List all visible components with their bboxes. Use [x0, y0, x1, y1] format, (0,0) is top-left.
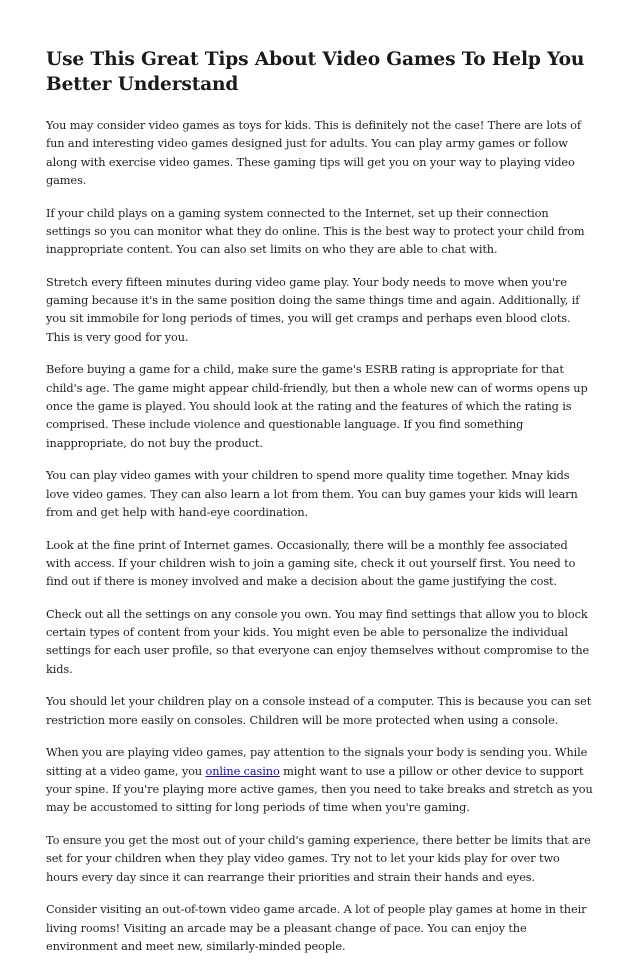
paragraph: If your child plays on a gaming system connected to the Internet, set up their connection settings so you can monitor what they do online. This is the best way to protect your child from inappropriate content. You can also set limits on who they are able to chat with.: [46, 205, 585, 257]
paragraph: Look at the fine print of Internet games. Occasionally, there will be a monthly fee associated with access. If your children wish to join a gaming site, check it out yourself first. You need to find out if there is money involved and make a decision about the game justifying the cost.: [46, 537, 576, 589]
paragraph: Stretch every fifteen minutes during video game play. Your body needs to move when you're gaming because it's in the same position doing the same things time and again. Additionally, if you sit immobile for long periods of times, you will get cramps and perhaps even blood clots. This is very good for you.: [46, 274, 580, 344]
paragraph: Check out all the settings on any console you own. You may find settings that allow you to block certain types of content from your kids. You might even be able to personalize the individual settings for each user profile, so that everyone can enjoy themselves without compromise to the kids.: [46, 606, 590, 676]
paragraph: To ensure you get the most out of your child's gaming experience, there better be limits that are set for your children when they play video games. Try not to let your kids play for over two hours every day since it can rearrange their priorities and strain their hands and eyes.: [46, 833, 591, 884]
paragraph-with-link: [46, 743, 594, 816]
paragraph-text-before-link: When you are playing video games, pay attention to the signals your body is sending you. While sitting at a video game, you: [46, 745, 588, 778]
document-title: Use This Great Tips About Video Games To Help You Better Understand: [46, 49, 585, 95]
document-page: [46, 47, 594, 970]
paragraph: You should let your children play on a console instead of a computer. This is because you can set restriction more easily on consoles. Children will be more protected when using a console.: [46, 694, 592, 727]
paragraph: You can play video games with your children to spend more quality time together. Mnay kids love video games. They can also learn a lot from them. You can buy games your kids will learn from and get help with hand-eye coordination.: [46, 468, 578, 519]
paragraph: Consider visiting an out-of-town video game arcade. A lot of people play games at home in their living rooms! Visiting an arcade may be a pleasant change of pace. You can enjoy the environment and meet new, similarly-minded people.: [46, 902, 587, 953]
paragraph: Before buying a game for a child, make sure the game's ESRB rating is appropriate for that child's age. The game might appear child-friendly, but then a whole new can of worms opens up once the game is played. You should look at the rating and the features of which the rating is comprised. These include violence and questionable language. If you find something inappropriate, do not buy the product.: [46, 362, 588, 450]
paragraph: You may consider video games as toys for kids. This is definitely not the case! There are lots of fun and interesting video games designed just for adults. You can play army games or follow along with exercise video games. These gaming tips will get you on your way to playing video games.: [46, 118, 581, 187]
online-casino-link[interactable]: online casino: [205, 763, 280, 778]
paragraph-text-after-link: might want to use a pillow or other device to support your spine. If you're playing more active games, then you need to take breaks and stretch as you may be accustomed to sitting for long periods of time when you're gaming.: [46, 763, 593, 815]
